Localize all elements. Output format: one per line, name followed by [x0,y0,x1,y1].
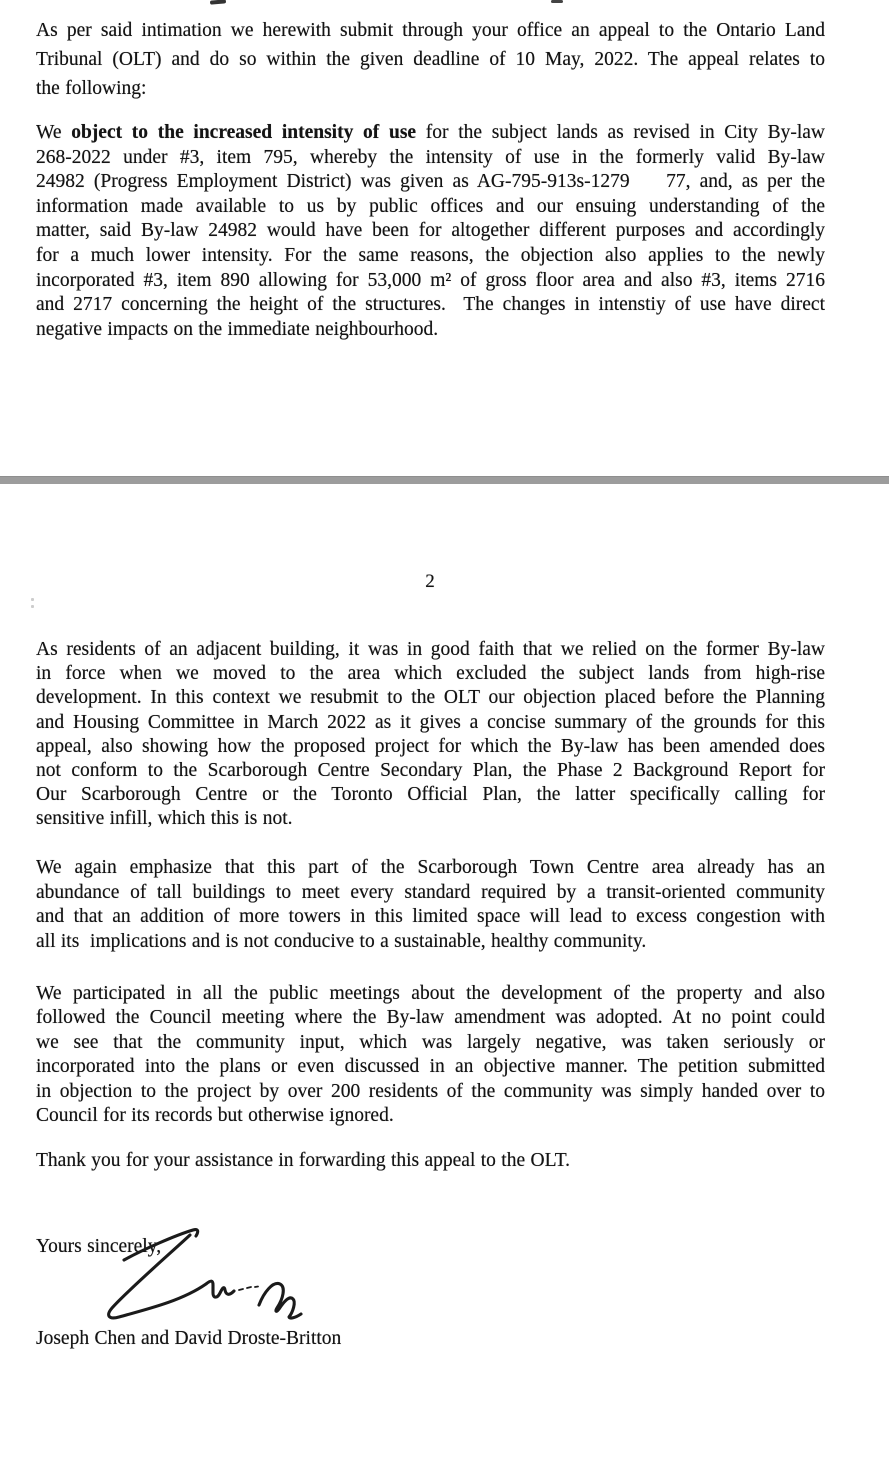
page-number: 2 [425,571,435,592]
text-line: matter, said By-law 24982 would have been for altogether different purposes and accordingly [36,220,825,242]
text-line: abundance of tall buildings to meet every standard required by a transit-oriented community [36,881,825,903]
text-line: Our Scarborough Centre or the Toronto Official Plan, the latter specifically calling for [36,784,825,806]
objection-paragraph-rest [36,146,825,343]
text-line: We participated in all the public meetings about the development of the property and also [36,983,825,1004]
text-line: all its implications and is not conducive to a sustainable, healthy community. [36,930,647,952]
handwritten-signature-icon [80,1222,320,1322]
text-line: negative impacts on the immediate neighbourhood. [36,318,439,340]
signatories-names: Joseph Chen and David Droste-Britton [36,1328,342,1349]
text-line [36,121,825,146]
page2-paragraph-participation [36,982,825,1128]
text-line: As residents of an adjacent building, it was in good faith that we relied on the former By-law [36,639,825,660]
text-line: followed the Council meeting where the By-law amendment was adopted. At no point could [36,1007,825,1029]
objection-bold-text: object to the increased intensity of use [71,122,417,143]
text-line: 24982 (Progress Employment District) was given as AG-795-913s-1279 77, and, as per the [36,171,825,193]
text-line: and 2717 concerning the height of the structures. The changes in intenstiy of use have direct [36,294,825,316]
page1-paragraph-objection [36,121,825,342]
scan-speck [31,605,34,608]
page-break-divider [0,476,889,484]
text-line: the following: [36,78,147,99]
page2-paragraph-emphasize [36,856,825,954]
scan-speck [31,598,34,601]
scan-artifact [551,0,563,3]
text-line: sensitive infill, which this is not. [36,808,293,830]
text-line: appeal, also showing how the proposed project for which the By-law has been amended does [36,735,825,757]
text-line: As per said intimation we herewith submit through your office an appeal to the Ontario Land [36,20,825,41]
text-line: in force when we moved to the area which excluded the subject lands from high-rise [36,663,825,685]
scan-artifact [210,0,226,5]
text-line: We again emphasize that this part of the Scarborough Town Centre area already has an [36,857,825,878]
text-line: incorporated #3, item 890 allowing for 53,000 m² of gross floor area and also #3, items 2716 [36,269,825,291]
text-line: we see that the community input, which was largely negative, was taken seriously or [36,1031,825,1053]
text-line: for a much lower intensity. For the same reasons, the objection also applies to the newly [36,244,825,266]
text-line: in objection to the project by over 200 residents of the community was simply handed over to [36,1080,825,1102]
text-line: and that an addition of more towers in this limited space will lead to excess congestion with [36,906,825,928]
text-line: not conform to the Scarborough Centre Secondary Plan, the Phase 2 Background Report for [36,760,825,782]
text-line: information made available to us by public offices and our ensuing understanding of the [36,195,825,217]
thank-you-line: Thank you for your assistance in forwarding this appeal to the OLT. [36,1150,571,1171]
text-line: 268-2022 under #3, item 795, whereby the intensity of use in the formerly valid By-law [36,146,825,168]
page2-paragraph-residents [36,638,825,832]
text-line: incorporated into the plans or even discussed in an objective manner. The petition submitted [36,1056,825,1078]
objection-line-prefix: We [36,122,72,143]
text-line: development. In this context we resubmit to the OLT our objection placed before the Planning [36,687,825,709]
closing-salutation: Yours sincerely, [36,1236,162,1257]
objection-line-suffix: for the subject lands as revised in City By-law [416,122,825,143]
text-line: and Housing Committee in March 2022 as it gives a concise summary of the grounds for this [36,711,825,733]
text-line: Council for its records but otherwise ignored. [36,1105,394,1127]
text-line: Tribunal (OLT) and do so within the given deadline of 10 May, 2022. The appeal relates to [36,49,825,70]
page1-paragraph-intro [36,16,825,103]
